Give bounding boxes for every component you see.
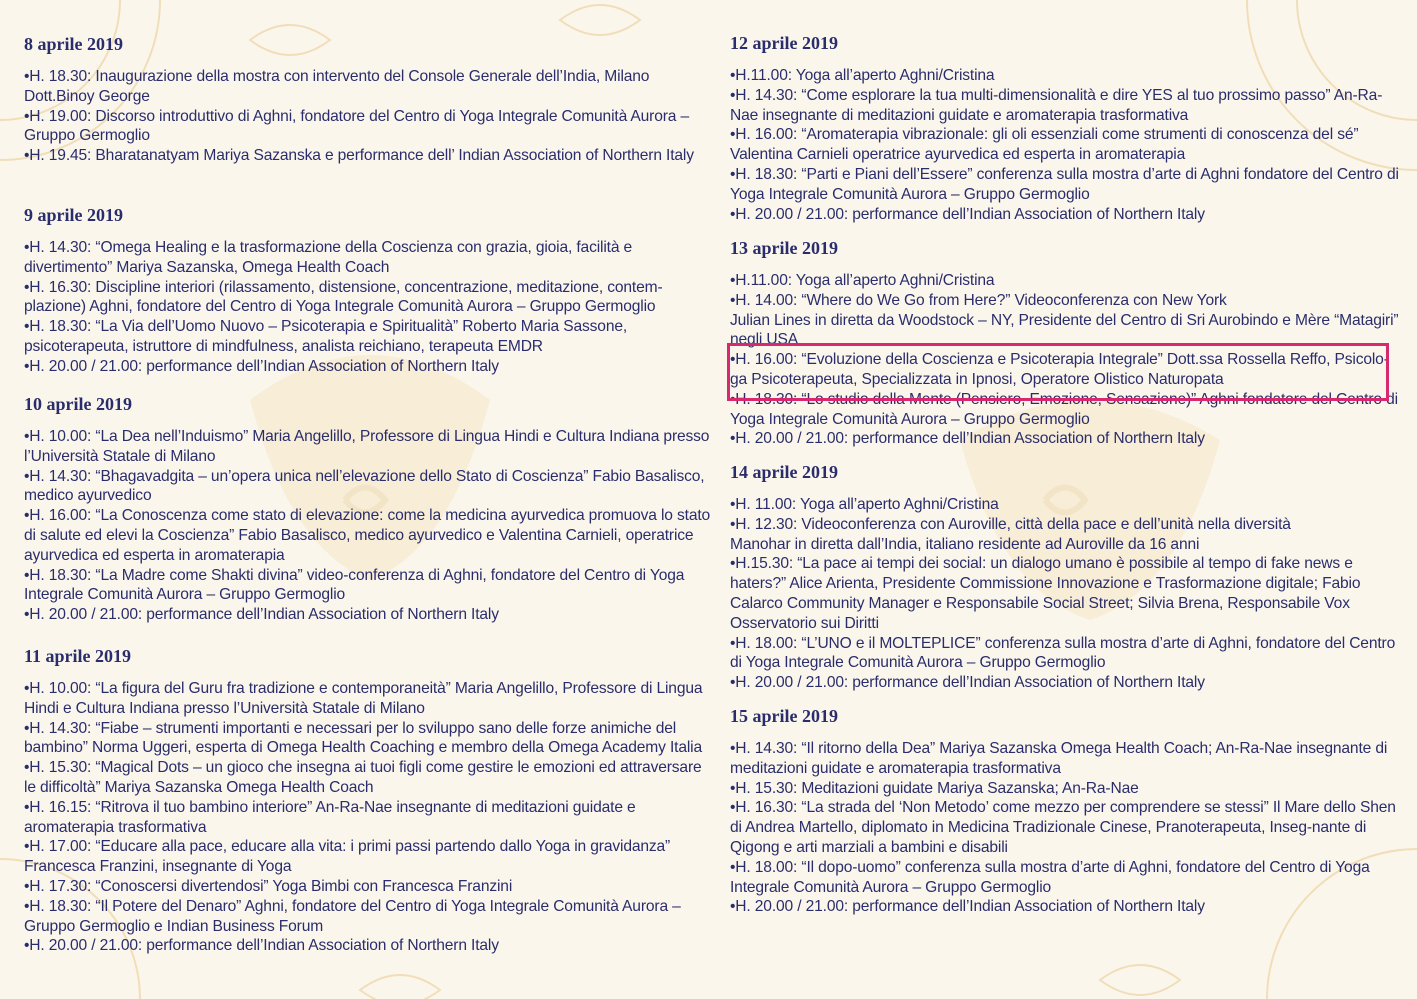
day-title: 13 aprile 2019 [730,238,838,258]
event-list [730,271,1402,449]
event-item: •H. 17.30: “Conoscersi divertendosi” Yoga Bimbi con Francesca Franzini [24,877,513,895]
event-item: •H. 18.30: “La Via dell’Uomo Nuovo – Psicoterapia e Spiritualità” Roberto Maria Sassone, psicoterapeuta, istruttore di mindfulness, analista reichiano, terapeuta EMDR [24,318,628,355]
event-item: •H. 18.00: “Il dopo-uomo” conferenza sulla mostra d’arte di Aghni, fondatore del Centro di Yoga Integrale Comunità Aurora – Gruppo Germoglio [730,858,1370,896]
event-item: •H. 10.00: “La figura del Guru fra tradizione e contemporaneità” Maria Angelillo, Professore di Lingua Hindi e Cultura Indiana presso l’Università Statale di Milano [24,680,703,717]
day-block-15-aprile [730,705,1402,917]
day-block-9-aprile [24,204,714,377]
event-item: •H. 18.30: “Parti e Piani dell’Essere” conferenza sulla mostra d’arte di Aghni fondatore del Centro di Yoga Integrale Comunità Aurora – Gruppo Germoglio [730,165,1399,203]
event-item: •H. 15.30: “Magical Dots – un gioco che insegna ai tuoi figli come gestire le emozioni ed attraversare le difficoltà” Mariya Sazanska Omega Health Coach [24,759,702,796]
day-title: 15 aprile 2019 [730,706,838,726]
event-item: •H.11.00: Yoga all’aperto Aghni/Cristina [730,272,995,289]
day-block-10-aprile [24,393,714,625]
event-item: •H. 14.30: “Come esplorare la tua multi-dimensionalità e dire YES al tuo prossimo passo” An-Ra-Nae insegnante di meditazioni guidate e aromaterapia trasformativa [730,86,1383,124]
event-item: •H. 12.30: Videoconferenza con Auroville, città della pace e dell’unità nella diversità [730,515,1291,533]
event-item: •H. 16.15: “Ritrova il tuo bambino interiore” An-Ra-Nae insegnante di meditazioni guidate e aromaterapia trasformativa [24,798,636,836]
event-list [24,67,714,166]
day-block-11-aprile [24,645,714,956]
event-item: •H. 18.00: “L’UNO e il MOLTEPLICE” conferenza sulla mostra d’arte di Aghni, fondatore del Centro di Yoga Integrale Comunità Aurora – Gruppo Germoglio [730,634,1396,672]
event-item: •H. 20.00 / 21.00: performance dell’Indian Association of Northern Italy [730,898,1205,916]
day-title: 10 aprile 2019 [24,394,132,414]
event-item: •H. 11.00: Yoga all’aperto Aghni/Cristina [730,496,999,513]
event-item: Manohar in diretta dall’India, italiano residente ad Auroville da 16 anni [730,535,1200,553]
event-item: •H. 17.00: “Educare alla pace, educare alla vita: i primi passi partendo dallo Yoga in gravidanza” Francesca Franzini, insegnante di Yoga [24,838,671,876]
day-block-14-aprile [730,461,1402,693]
event-list [24,679,714,956]
event-item: •H. 20.00 / 21.00: performance dell’Indian Association of Northern Italy [24,606,499,624]
event-item: •H. 14.00: “Where do We Go from Here?” Videoconferenza con New York [730,291,1227,309]
event-list [24,238,714,377]
event-item: •H.15.30: “La pace ai tempi dei social: un dialogo umano è possibile al tempo di fake news e haters?” Alice Arienta, Presidente Commissione Innovazione e Trasformazione digitale; Fabio Calarco Community Manager e Responsabile Social Street; Silvia Brena, Responsabile Vox Osservatorio sui Diritti [730,555,1361,632]
day-block-13-aprile [730,237,1402,449]
event-item: •H. 14.30: “Omega Healing e la trasformazione della Coscienza con grazia, gioia, facilità e divertimento” Mariya Sazanska, Omega Health Coach [24,239,633,276]
day-title: 11 aprile 2019 [24,646,131,666]
event-item: •H. 14.30: “Il ritorno della Dea” Mariya Sazanska Omega Health Coach; An-Ra-Nae insegnante di meditazioni guidate e aromaterapia trasformativa [730,740,1388,777]
event-list [24,427,714,625]
event-item: •H. 15.30: Meditazioni guidate Mariya Sazanska; An-Ra-Nae [730,779,1139,797]
event-item: •H. 16.00: “La Conoscenza come stato di elevazione: come la medicina ayurvedica promuova lo stato di salute ed elevi la Coscienza” Fabio Basalisco, medico ayurvedico e Valentina Carnieli, operatrice ayurvedica ed esperta in aromaterapia [24,507,711,564]
event-list [730,739,1402,917]
event-item: •H. 18.30: Inaugurazione della mostra con intervento del Console Generale dell’India, Milano Dott.Binoy George [24,68,650,105]
event-item: •H. 19.45: Bharatanatyam Mariya Sazanska e performance dell’ Indian Association of Northern Italy [24,147,694,165]
event-item: •H. 10.00: “La Dea nell’Induismo” Maria Angelillo, Professore di Lingua Hindi e Cultura Indiana presso l’Università Statale di Milano [24,428,710,465]
day-block-8-aprile [24,33,714,166]
event-item: •H. 20.00 / 21.00: performance dell’Indian Association of Northern Italy [24,937,499,955]
day-title: 14 aprile 2019 [730,462,838,482]
event-item: •H. 18.30: “Il Potere del Denaro” Aghni, fondatore del Centro di Yoga Integrale Comunità Aurora – Gruppo Germoglio e Indian Business Forum [24,897,681,935]
event-item-highlighted: •H. 16.00: “Evoluzione della Coscienza e Psicoterapia Integrale” Dott.ssa Rossella Reffo, Psicolo-ga Psicoterapeuta, Specializzata in Ipnosi, Operatore Olistico Naturopata [730,351,1389,388]
event-list [730,495,1402,693]
day-title: 8 aprile 2019 [24,34,123,54]
day-title: 9 aprile 2019 [24,205,123,225]
event-item: •H. 20.00 / 21.00: performance dell’Indian Association of Northern Italy [730,205,1205,223]
event-item: •H. 14.30: “Bhagavadgita – un’opera unica nell’elevazione dello Stato di Coscienza” Fabio Basalisco, medico ayurvedico [24,467,705,505]
event-item: •H.11.00: Yoga all’aperto Aghni/Cristina [730,67,995,84]
event-item: •H. 20.00 / 21.00: performance dell’Indian Association of Northern Italy [730,674,1205,692]
event-item: •H. 16.30: “La strada del ‘Non Metodo’ come mezzo per comprendere se stessi” Il Mare dello Shen di Andrea Martello, diplomato in Medicina Tradizionale Cinese, Pranoterapeuta, Inseg-nante di Qigong e arti marziali a bambini e disabili [730,799,1396,856]
event-item: •H. 19.00: Discorso introduttivo di Aghni, fondatore del Centro di Yoga Integrale Comunità Aurora – Gruppo Germoglio [24,107,690,145]
event-item: •H. 14.30: “Fiabe – strumenti importanti e necessari per lo sviluppo sano delle forze animiche del bambino” Norma Uggeri, esperta di Omega Health Coaching e membro della Omega Academy Italia [24,719,703,757]
event-item: •H. 16.30: Discipline interiori (rilassamento, distensione, concentrazione, meditazione, contem-plazione) Aghni, fondatore del Centro di Yoga Integrale Comunità Aurora – Gruppo Germoglio [24,278,663,316]
day-block-12-aprile [730,32,1402,224]
event-item: Julian Lines in diretta da Woodstock – NY, Presidente del Centro di Sri Aurobindo e Mère “Matagiri” negli USA [730,311,1399,349]
event-item: •H. 18.30: “Lo studio della Mente (Pensiero, Emozione, Sensazione)” Aghni fondatore del Centro di Yoga Integrale Comunità Aurora – Gruppo Germoglio [730,390,1398,428]
day-title: 12 aprile 2019 [730,33,838,53]
event-item: •H. 16.00: “Aromaterapia vibrazionale: gli oli essenziali come strumenti di conoscenza del sé” Valentina Carnieli operatrice ayurvedica ed esperta in aromaterapia [730,126,1359,164]
event-item: •H. 20.00 / 21.00: performance dell’Indian Association of Northern Italy [730,430,1205,448]
event-list [730,66,1402,224]
event-item: •H. 20.00 / 21.00: performance dell’Indian Association of Northern Italy [24,357,499,375]
event-item: •H. 18.30: “La Madre come Shakti divina” video-conferenza di Aghni, fondatore del Centro di Yoga Integrale Comunità Aurora – Gruppo Germoglio [24,566,685,604]
